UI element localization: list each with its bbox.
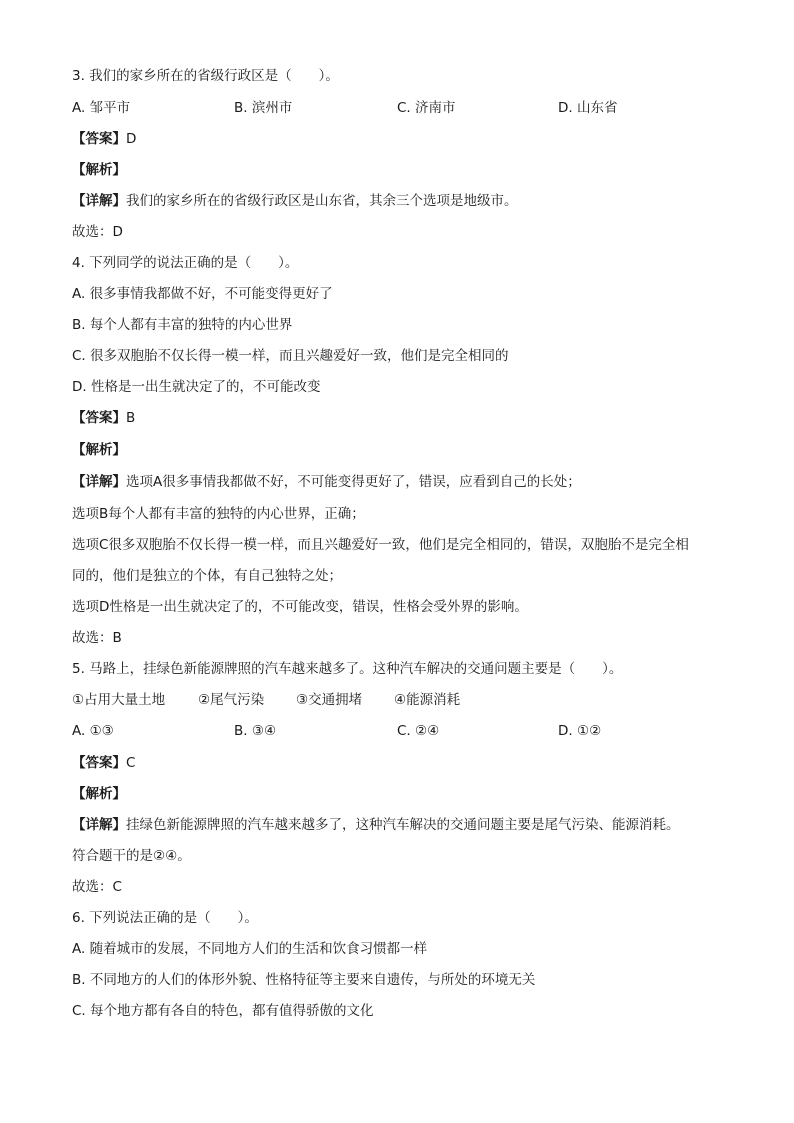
q4-option-a: A. 很多事情我都做不好，不可能变得更好了 (72, 286, 333, 302)
q3-detail (72, 191, 734, 211)
q5-item-2: ②尾气污染 (198, 692, 265, 708)
q4-analysis-tag (72, 440, 734, 460)
q5-question: 5. 马路上，挂绿色新能源牌照的汽车越来越多了。这种汽车解决的交通问题主要是（ ）。 (72, 661, 623, 677)
answer-tag: 【答案】 (72, 131, 126, 147)
q3-option-c: C. 济南市 (397, 100, 456, 116)
q5-option-d: D. ①② (558, 723, 602, 739)
detail-text: 我们的家乡所在的省级行政区是山东省，其余三个选项是地级市。 (126, 193, 518, 209)
detail-tag: 【详解】 (72, 817, 126, 833)
answer-tag: 【答案】 (72, 755, 126, 771)
q4-detail-line-4: 同的，他们是独立的个体，有自己独特之处； (72, 568, 342, 584)
q6-option-b: B. 不同地方的人们的体形外貌、性格特征等主要来自遗传，与所处的环境无关 (72, 972, 536, 988)
q3-analysis-tag (72, 160, 734, 180)
q3-option-b: B. 滨州市 (234, 100, 293, 116)
q4-detail-line-2: 选项B每个人都有丰富的独特的内心世界，正确； (72, 506, 365, 522)
q4-question: 4. 下列同学的说法正确的是（ ）。 (72, 255, 299, 271)
q4-detail-line-3: 选项C很多双胞胎不仅长得一模一样，而且兴趣爱好一致，他们是完全相同的，错误，双胞胎不是完全相 (72, 537, 689, 553)
q4-option-c: C. 很多双胞胎不仅长得一模一样，而且兴趣爱好一致，他们是完全相同的 (72, 348, 509, 364)
q4-option-d: D. 性格是一出生就决定了的，不可能改变 (72, 379, 321, 395)
q5-item-3: ③交通拥堵 (296, 692, 363, 708)
q3-answer (72, 129, 734, 149)
detail-tag: 【详解】 (72, 193, 126, 209)
q3-choose: 故选：D (72, 224, 123, 240)
q6-option-a: A. 随着城市的发展，不同地方人们的生活和饮食习惯都一样 (72, 941, 428, 957)
q4-detail-line-1 (72, 472, 734, 492)
detail-text: 挂绿色新能源牌照的汽车越来越多了，这种汽车解决的交通问题主要是尾气污染、能源消耗。 (126, 817, 680, 833)
q3-option-a: A. 邹平市 (72, 100, 131, 116)
q5-option-b: B. ③④ (234, 723, 277, 739)
q4-option-b: B. 每个人都有丰富的独特的内心世界 (72, 317, 293, 333)
q4-answer (72, 408, 734, 428)
q5-analysis-tag (72, 784, 734, 804)
q3-question: 3. 我们的家乡所在的省级行政区是（ ）。 (72, 68, 339, 84)
answer-value: D (126, 131, 137, 147)
q4-choose: 故选：B (72, 630, 122, 646)
analysis-tag: 【解析】 (72, 786, 126, 802)
q5-item-1: ①占用大量土地 (72, 692, 166, 708)
answer-value: C (126, 755, 136, 771)
q5-answer (72, 753, 734, 773)
q5-option-a: A. ①③ (72, 723, 114, 739)
q5-detail (72, 815, 734, 835)
q4-detail-line-5: 选项D性格是一出生就决定了的，不可能改变，错误，性格会受外界的影响。 (72, 599, 528, 615)
analysis-tag: 【解析】 (72, 162, 126, 178)
q6-option-c: C. 每个地方都有各自的特色，都有值得骄傲的文化 (72, 1003, 374, 1019)
q5-option-c: C. ②④ (397, 723, 440, 739)
detail-text: 选项A很多事情我都做不好，不可能变得更好了，错误，应看到自己的长处； (126, 474, 581, 490)
q3-option-d: D. 山东省 (558, 100, 618, 116)
answer-value: B (126, 410, 136, 426)
q5-choose: 故选：C (72, 879, 122, 895)
analysis-tag: 【解析】 (72, 442, 126, 458)
answer-tag: 【答案】 (72, 410, 126, 426)
q5-item-4: ④能源消耗 (394, 692, 461, 708)
q5-detail-2: 符合题干的是②④。 (72, 848, 191, 864)
detail-tag: 【详解】 (72, 474, 126, 490)
q6-question: 6. 下列说法正确的是（ ）。 (72, 910, 258, 926)
